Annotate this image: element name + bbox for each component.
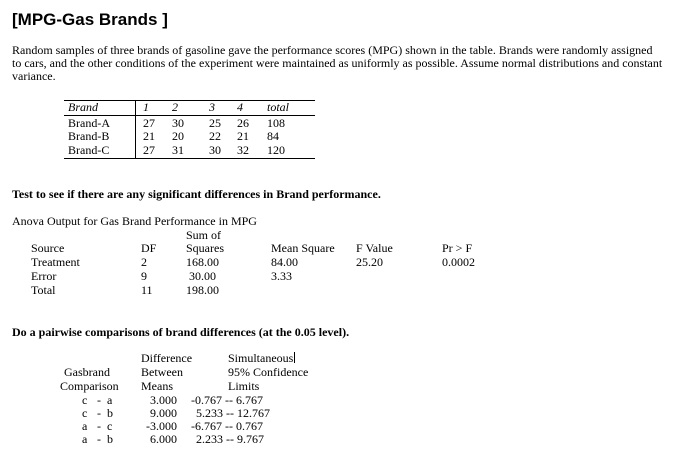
intro-paragraph: Random samples of three brands of gasoline gave the performance scores (MPG) shown in the table. Brands were randomly assigned to cars, and the other conditions of the experiment were maintained as uniformly as possible. Assume normal distributions and constant variance. <box>12 43 663 83</box>
brand-table <box>64 100 315 159</box>
table-cell-total: 84 <box>267 129 279 143</box>
pairwise-header-ci-line2: 95% Confidence <box>228 365 309 379</box>
pairwise-header-diff-line2: Between <box>141 365 183 379</box>
anova-row-source: Treatment <box>31 255 80 269</box>
table-header-2: 2 <box>172 100 178 114</box>
table-header-4: 4 <box>237 100 243 114</box>
anova-row-ss: 30.00 <box>189 269 216 283</box>
pairwise-row-first: a <box>82 419 88 433</box>
table-cell: 22 <box>209 129 221 143</box>
table-bottom-rule <box>64 158 315 159</box>
anova-row-ss: 198.00 <box>186 283 219 297</box>
table-cell: 21 <box>143 129 155 143</box>
table-cell: 31 <box>172 143 184 157</box>
anova-row-f: 25.20 <box>356 255 383 269</box>
pairwise-row-first: c <box>82 406 88 420</box>
anova-row-source: Error <box>31 269 57 283</box>
anova-row-source: Total <box>31 283 56 297</box>
anova-header-ms: Mean Square <box>271 241 335 255</box>
pairwise-row-second: b <box>107 406 113 420</box>
pairwise-row-ci: 2.233 -- 9.767 <box>196 432 264 446</box>
table-header-3: 3 <box>209 100 215 114</box>
anova-row-p: 0.0002 <box>442 255 475 269</box>
table-cell: 26 <box>237 116 249 130</box>
pairwise-row-dash: - <box>97 406 101 420</box>
table-cell: 25 <box>209 116 221 130</box>
pairwise-row-first: a <box>82 432 88 446</box>
table-row-brand: Brand-A <box>68 116 110 130</box>
table-cell: 32 <box>237 143 249 157</box>
anova-caption: Anova Output for Gas Brand Performance in MPG <box>12 214 257 228</box>
pairwise-row-second: c <box>107 419 113 433</box>
pairwise-row-diff: -3.000 <box>146 419 177 433</box>
pairwise-header-diff-line3: Means <box>141 379 173 393</box>
table-cell: 27 <box>143 143 155 157</box>
pairwise-heading: Do a pairwise comparisons of brand differences (at the 0.05 level). <box>12 325 350 339</box>
anova-row-ms: 84.00 <box>271 255 298 269</box>
pairwise-row-dash: - <box>97 393 101 407</box>
table-cell: 20 <box>172 129 184 143</box>
pairwise-row-diff: 6.000 <box>150 432 177 446</box>
anova-row-ss: 168.00 <box>186 255 219 269</box>
table-row-brand: Brand-B <box>68 129 110 143</box>
anova-header-f: F Value <box>356 241 393 255</box>
table-cell-total: 108 <box>267 116 285 130</box>
pairwise-header-ci-line1: Simultaneous <box>228 351 294 365</box>
page-title: [MPG-Gas Brands ] <box>12 10 168 29</box>
anova-header-ss-line1: Sum of <box>186 228 222 242</box>
anova-header-df: DF <box>141 241 157 255</box>
anova-row-df: 11 <box>141 283 153 297</box>
test-heading: Test to see if there are any significant differences in Brand performance. <box>12 187 381 201</box>
pairwise-header-diff-line1: Difference <box>141 351 193 365</box>
table-cell-total: 120 <box>267 143 285 157</box>
anova-header-ss-line2: Squares <box>186 241 224 255</box>
pairwise-row-first: c <box>82 393 88 407</box>
anova-header-p: Pr > F <box>442 241 473 255</box>
anova-row-df: 2 <box>141 255 147 269</box>
table-row-brand: Brand-C <box>68 143 110 157</box>
table-column-divider <box>135 100 136 159</box>
pairwise-header-comp-line1: Gasbrand <box>64 365 110 379</box>
pairwise-row-second: a <box>107 393 113 407</box>
table-cell: 30 <box>209 143 221 157</box>
table-header-brand: Brand <box>68 100 98 114</box>
pairwise-row-diff: 3.000 <box>150 393 177 407</box>
pairwise-row-ci: -0.767 -- 6.767 <box>191 393 263 407</box>
pairwise-row-ci: -6.767 -- 0.767 <box>191 419 263 433</box>
pairwise-row-diff: 9.000 <box>150 406 177 420</box>
pairwise-header-comp-line2: Comparison <box>60 379 119 393</box>
pairwise-row-dash: - <box>97 432 101 446</box>
table-header-total: total <box>267 100 290 114</box>
anova-header-source: Source <box>31 241 65 255</box>
anova-row-ms: 3.33 <box>271 269 292 283</box>
table-cell: 27 <box>143 116 155 130</box>
text-cursor <box>294 352 295 363</box>
pairwise-row-ci: 5.233 -- 12.767 <box>196 406 270 420</box>
pairwise-header-ci-line3: Limits <box>228 379 260 393</box>
table-cell: 21 <box>237 129 249 143</box>
table-cell: 30 <box>172 116 184 130</box>
table-header-1: 1 <box>143 100 149 114</box>
pairwise-row-second: b <box>107 432 113 446</box>
anova-row-df: 9 <box>141 269 147 283</box>
pairwise-row-dash: - <box>97 419 101 433</box>
